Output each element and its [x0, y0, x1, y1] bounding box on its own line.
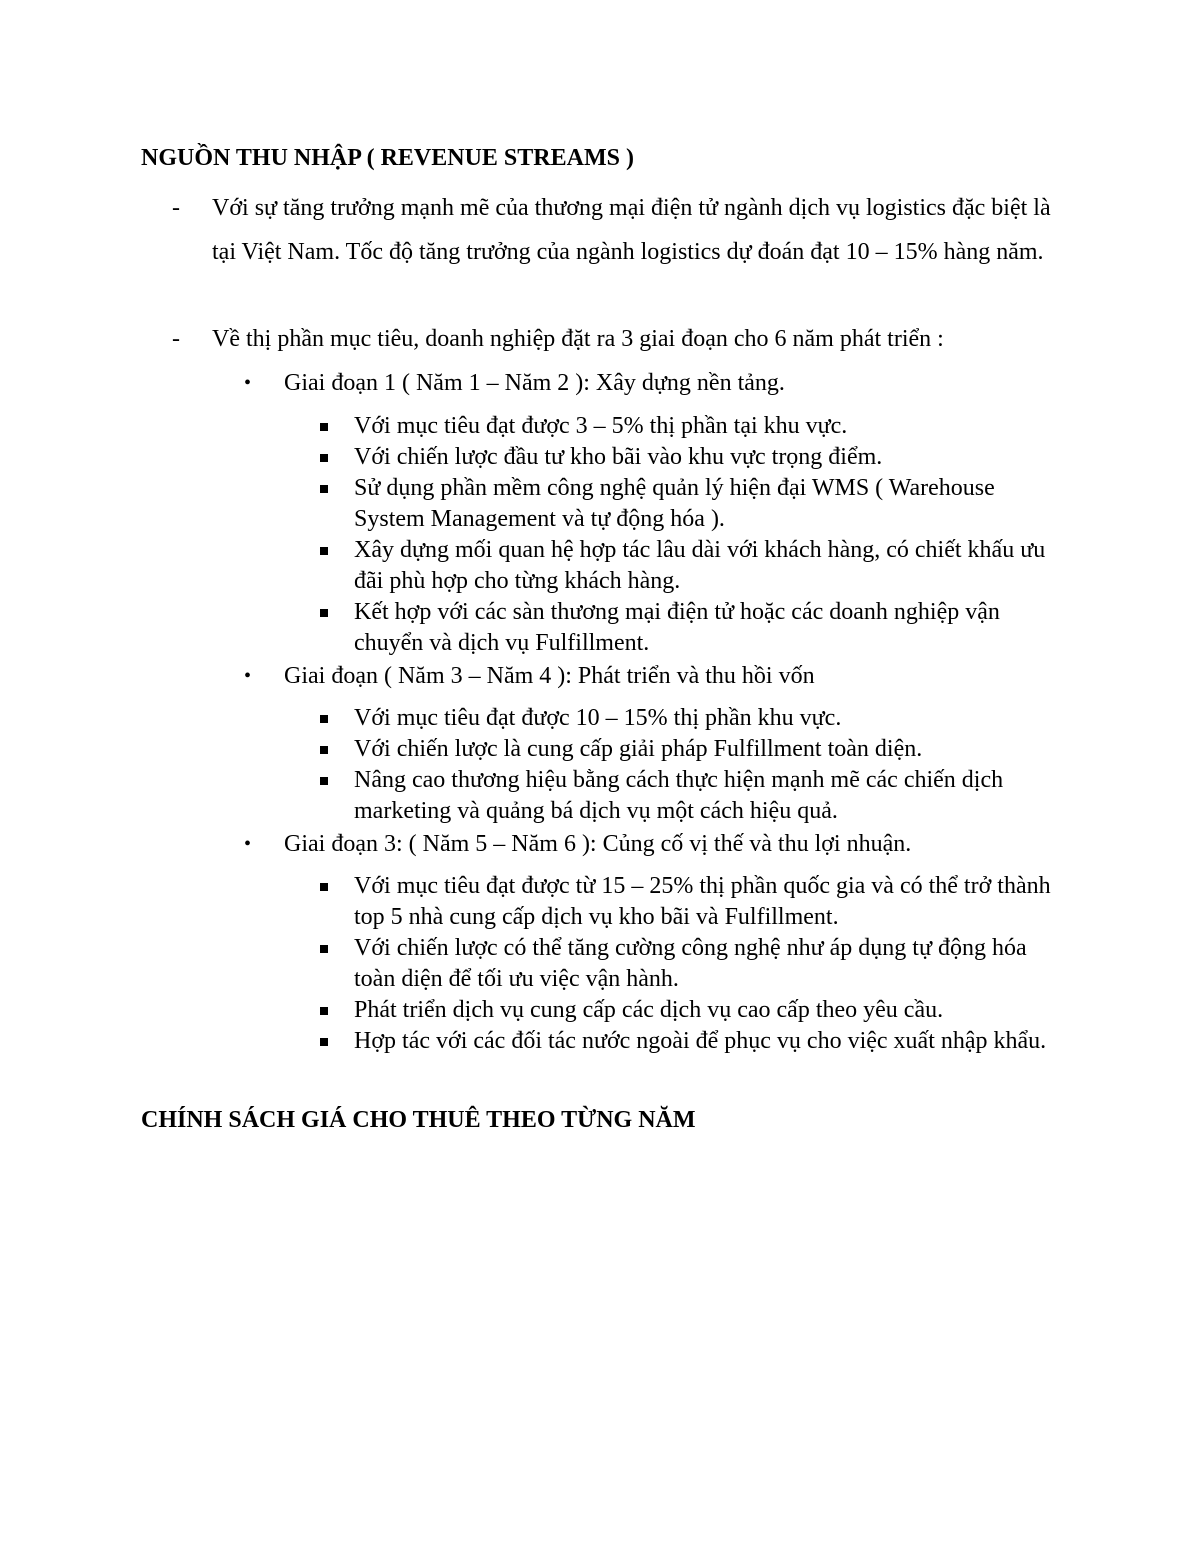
phase-3-sublist	[318, 871, 1058, 1057]
square-bullet-icon	[320, 454, 328, 462]
list-item	[318, 933, 1058, 995]
square-bullet-icon	[320, 777, 328, 785]
list-item	[318, 765, 1058, 827]
phase-2-sublist	[318, 703, 1058, 827]
square-bullet-icon	[320, 746, 328, 754]
list-item	[318, 734, 1058, 765]
list-item-text: Sử dụng phần mềm công nghệ quản lý hiện đại WMS ( Warehouse System Management và tự động hóa ).	[354, 475, 995, 532]
list-item-text: Với chiến lược là cung cấp giải pháp Fulfillment toàn diện.	[354, 736, 923, 762]
list-item-text: Hợp tác với các đối tác nước ngoài để phục vụ cho việc xuất nhập khẩu.	[354, 1028, 1047, 1054]
list-item	[318, 535, 1058, 597]
phase-3-item	[244, 828, 1064, 860]
phase-1-sublist	[318, 411, 1058, 659]
bullet-marker: •	[244, 372, 252, 394]
list-item	[318, 703, 1058, 734]
square-bullet-icon	[320, 715, 328, 723]
list-item-text: Phát triển dịch vụ cung cấp các dịch vụ cao cấp theo yêu cầu.	[354, 997, 944, 1023]
dash-marker: -	[172, 326, 180, 352]
square-bullet-icon	[320, 883, 328, 891]
phase-2-title: Giai đoạn ( Năm 3 – Năm 4 ): Phát triển và thu hồi vốn	[284, 663, 815, 689]
phase-3-title: Giai đoạn 3: ( Năm 5 – Năm 6 ): Củng cố vị thế và thu lợi nhuận.	[284, 831, 912, 857]
market-share-paragraph: Về thị phần mục tiêu, doanh nghiệp đặt ra 3 giai đoạn cho 6 năm phát triển :	[212, 326, 944, 352]
list-item	[318, 871, 1058, 933]
list-item-text: Kết hợp với các sàn thương mại điện tử hoặc các doanh nghiệp vận chuyển và dịch vụ Fulfillment.	[354, 599, 1000, 656]
dash-list-item	[172, 317, 1072, 361]
phase-1-title: Giai đoạn 1 ( Năm 1 – Năm 2 ): Xây dựng nền tảng.	[284, 370, 785, 396]
list-item	[318, 473, 1058, 535]
dash-marker: -	[172, 195, 180, 221]
square-bullet-icon	[320, 1038, 328, 1046]
list-item	[318, 411, 1058, 442]
list-item-text: Với mục tiêu đạt được 3 – 5% thị phần tại khu vực.	[354, 413, 848, 439]
square-bullet-icon	[320, 547, 328, 555]
square-bullet-icon	[320, 609, 328, 617]
square-bullet-icon	[320, 485, 328, 493]
list-item-text: Xây dựng mối quan hệ hợp tác lâu dài với khách hàng, có chiết khấu ưu đãi phù hợp cho từng khách hàng.	[354, 537, 1046, 594]
square-bullet-icon	[320, 423, 328, 431]
phase-2-item	[244, 660, 1064, 692]
square-bullet-icon	[320, 1007, 328, 1015]
list-item-text: Với chiến lược đầu tư kho bãi vào khu vực trọng điểm.	[354, 444, 883, 470]
list-item-text: Nâng cao thương hiệu bằng cách thực hiện mạnh mẽ các chiến dịch marketing và quảng bá dịch vụ một cách hiệu quả.	[354, 767, 1004, 824]
list-item	[318, 1026, 1058, 1057]
list-item	[318, 442, 1058, 473]
list-item	[318, 995, 1058, 1026]
dash-list-item	[172, 186, 1072, 274]
growth-paragraph: Với sự tăng trưởng mạnh mẽ của thương mại điện tử ngành dịch vụ logistics đặc biệt là tại Việt Nam. Tốc độ tăng trưởng của ngành logistics dự đoán đạt 10 – 15% hàng năm.	[212, 195, 1051, 265]
pricing-policy-heading: CHÍNH SÁCH GIÁ CHO THUÊ THEO TỪNG NĂM	[141, 1107, 696, 1133]
revenue-streams-heading: NGUỒN THU NHẬP ( REVENUE STREAMS )	[141, 145, 634, 171]
square-bullet-icon	[320, 945, 328, 953]
phase-1-item	[244, 367, 1064, 399]
bullet-marker: •	[244, 833, 252, 855]
bullet-marker: •	[244, 665, 252, 687]
list-item-text: Với chiến lược có thể tăng cường công nghệ như áp dụng tự động hóa toàn diện để tối ưu việc vận hành.	[354, 935, 1027, 992]
list-item	[318, 597, 1058, 659]
list-item-text: Với mục tiêu đạt được 10 – 15% thị phần khu vực.	[354, 705, 842, 731]
list-item-text: Với mục tiêu đạt được từ 15 – 25% thị phần quốc gia và có thể trở thành top 5 nhà cung cấp dịch vụ kho bãi và Fulfillment.	[354, 873, 1051, 930]
